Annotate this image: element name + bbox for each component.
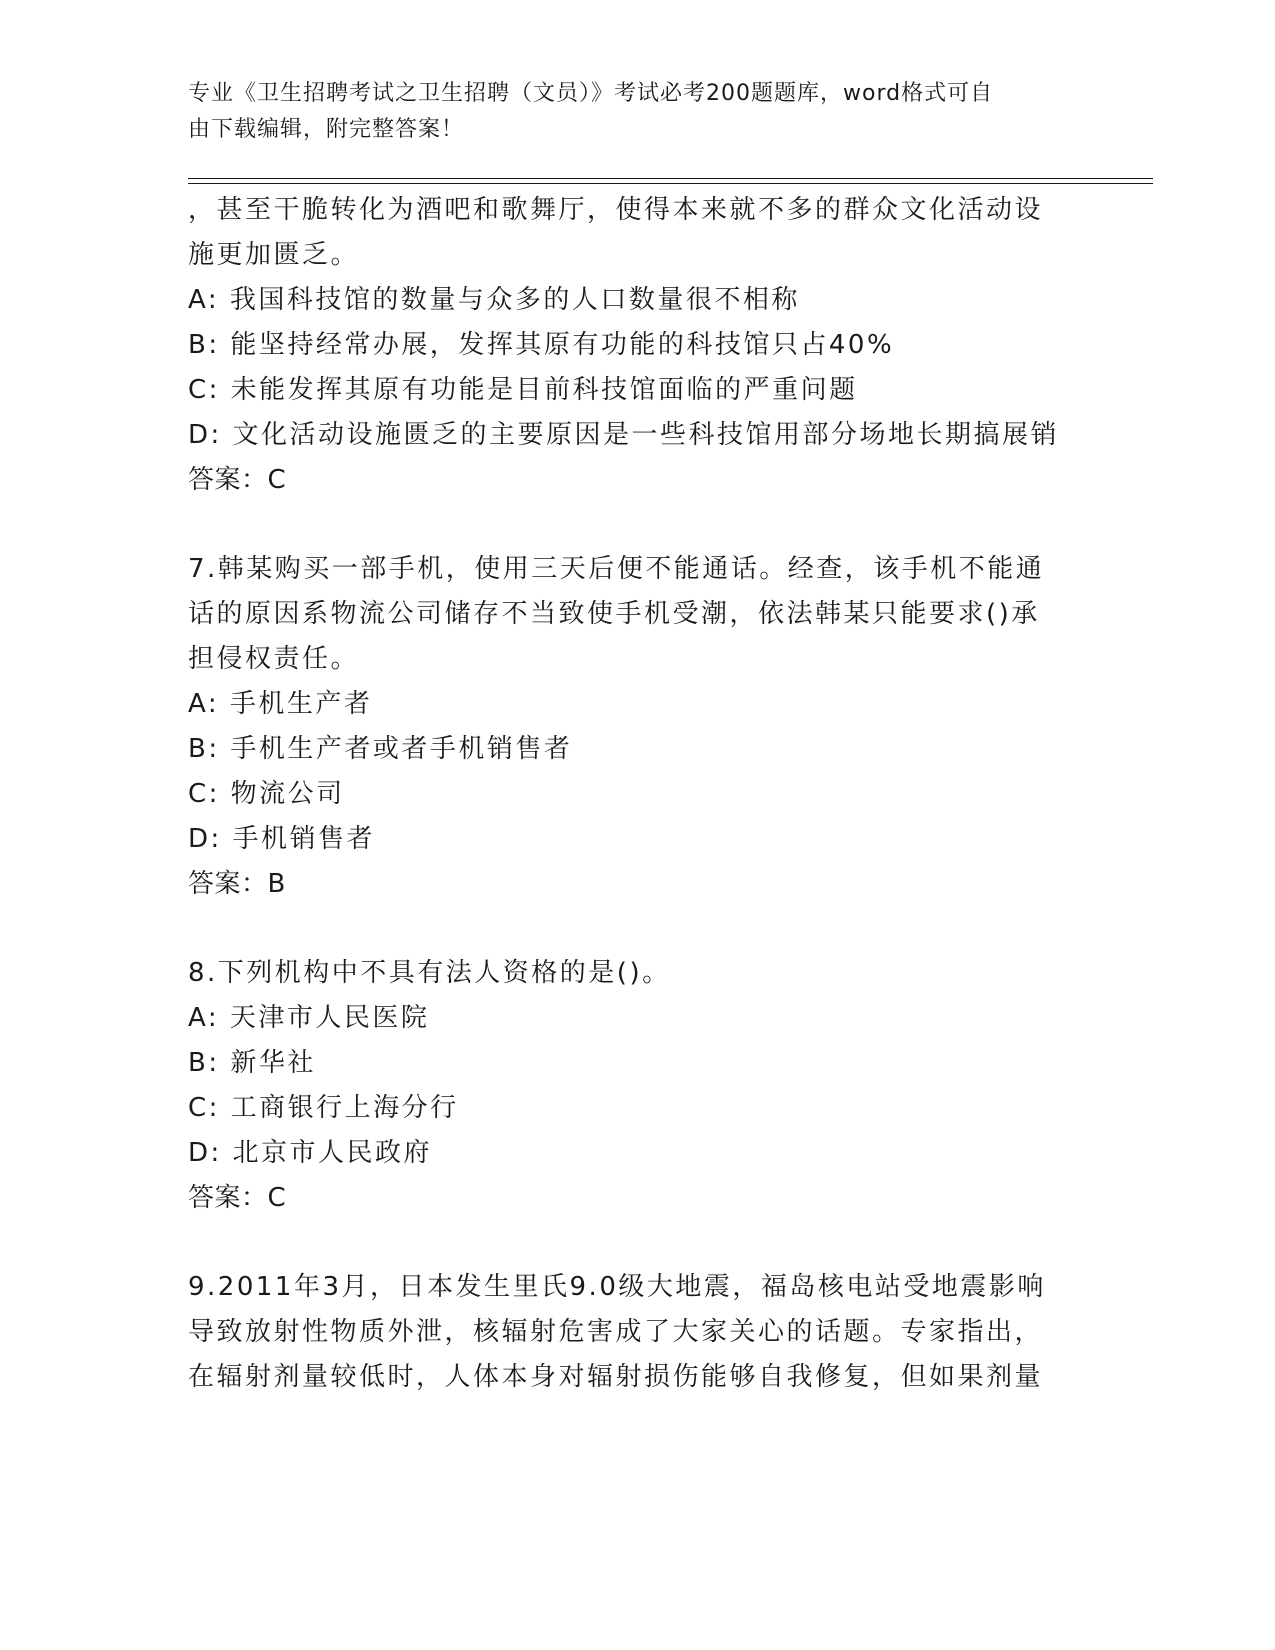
header-rule-top bbox=[188, 178, 1153, 179]
option-c: C: 工商银行上海分行 bbox=[188, 1093, 459, 1123]
question-text-line: 话的原因系物流公司储存不当致使手机受潮，依法韩某只能要求()承 bbox=[188, 599, 1040, 629]
header-line-2: 由下载编辑，附完整答案！ bbox=[188, 117, 465, 142]
option-c: C: 物流公司 bbox=[188, 779, 345, 809]
answer-line: 答案：B bbox=[188, 869, 286, 899]
option-b: B: 新华社 bbox=[188, 1048, 316, 1078]
option-a: A: 我国科技馆的数量与众多的人口数量很不相称 bbox=[188, 285, 800, 315]
header-line-1: 专业《卫生招聘考试之卫生招聘（文员）》考试必考200题题库，word格式可自 bbox=[188, 81, 994, 106]
option-b: B: 手机生产者或者手机销售者 bbox=[188, 734, 573, 764]
option-b: B: 能坚持经常办展，发挥其原有功能的科技馆只占40% bbox=[188, 330, 895, 360]
document-body bbox=[188, 188, 1083, 1400]
question-text-line: 7.韩某购买一部手机，使用三天后便不能通话。经查，该手机不能通 bbox=[188, 554, 1045, 584]
question-7 bbox=[188, 547, 1083, 907]
option-c: C: 未能发挥其原有功能是目前科技馆面临的严重问题 bbox=[188, 375, 858, 405]
option-a: A: 天津市人民医院 bbox=[188, 1003, 430, 1033]
answer-line: 答案：C bbox=[188, 1183, 287, 1213]
option-d: D: 手机销售者 bbox=[188, 824, 376, 854]
question-text-line: ，甚至干脆转化为酒吧和歌舞厅，使得本来就不多的群众文化活动设 bbox=[188, 195, 1044, 225]
option-d: D: 文化活动设施匮乏的主要原因是一些科技馆用部分场地长期搞展销 bbox=[188, 420, 1060, 450]
question-text-line: 担侵权责任。 bbox=[188, 644, 360, 674]
question-text-line: 8.下列机构中不具有法人资格的是()。 bbox=[188, 958, 671, 988]
header-rule-bottom bbox=[188, 183, 1153, 184]
question-text-line: 导致放射性物质外泄，核辐射危害成了大家关心的话题。专家指出， bbox=[188, 1317, 1044, 1347]
question-9 bbox=[188, 1265, 1083, 1400]
option-a: A: 手机生产者 bbox=[188, 689, 373, 719]
document-header bbox=[188, 76, 1088, 148]
answer-line: 答案：C bbox=[188, 465, 287, 495]
question-8 bbox=[188, 951, 1083, 1221]
question-text-line: 9.2011年3月，日本发生里氏9.0级大地震，福岛核电站受地震影响 bbox=[188, 1272, 1046, 1302]
question-6 bbox=[188, 188, 1083, 503]
question-text-line: 施更加匮乏。 bbox=[188, 240, 360, 270]
question-text-line: 在辐射剂量较低时，人体本身对辐射损伤能够自我修复，但如果剂量 bbox=[188, 1362, 1044, 1392]
option-d: D: 北京市人民政府 bbox=[188, 1138, 433, 1168]
